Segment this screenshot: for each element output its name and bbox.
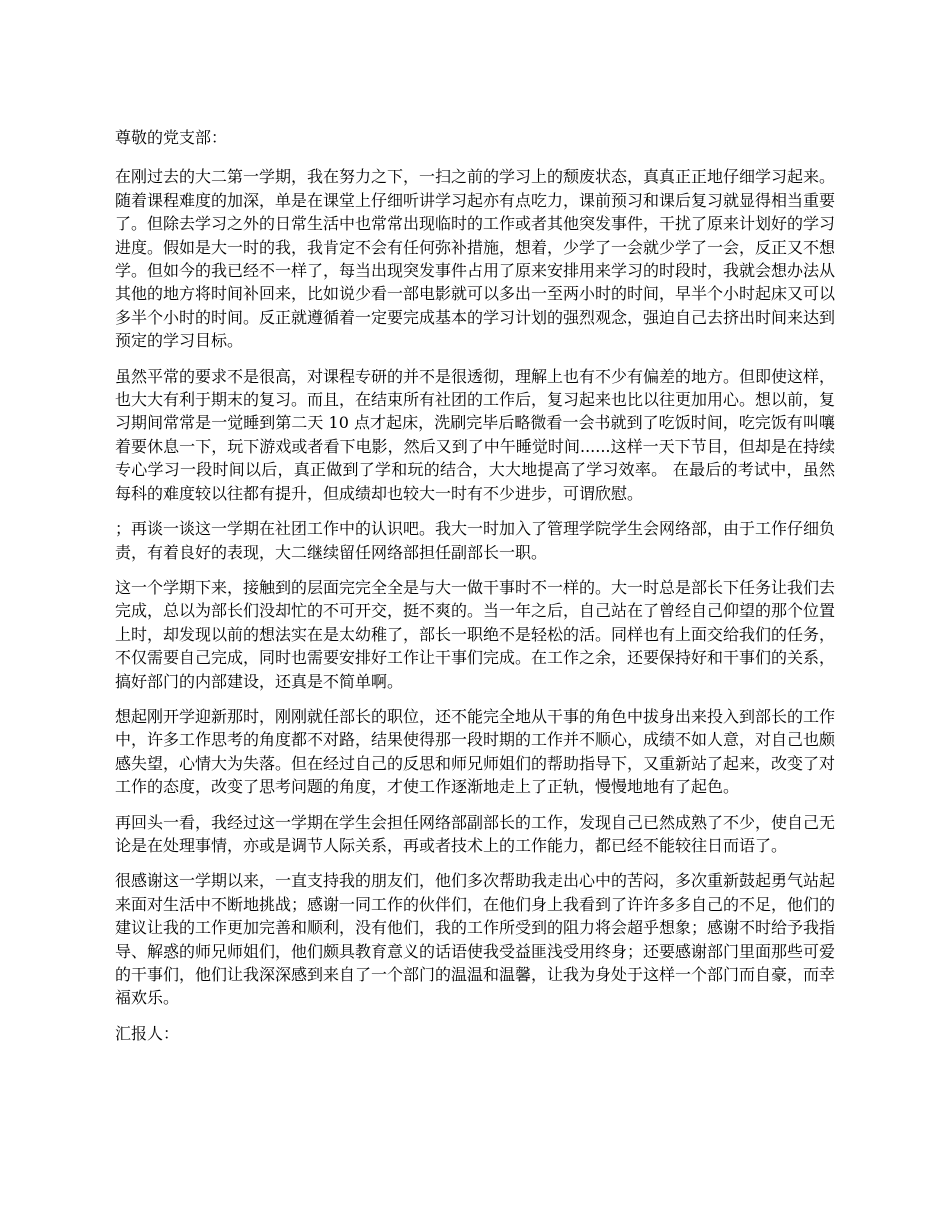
paragraph-club-intro: ；再谈一谈这一学期在社团工作中的认识吧。我大一时加入了管理学院学生会网络部，由于工作仔细负责，有着良好的表现，大二继续留任网络部担任副部长一职。 [115,519,836,562]
paragraph-review: 虽然平常的要求不是很高，对课程专研的并不是很透彻，理解上也有不少有偏差的地方。但即使这样，也大大有利于期末的复习。而且，在结束所有社团的工作后，复习起来也比以往更加用心。想以前，复习期间常常是一觉睡到第二天 10 点才起床，洗刷完毕后略微看一会书就到了吃饭时间，吃完饭有叫嚷着要休息一下，玩下游戏或者看下电影，然后又到了中午睡觉时间......这样一天下节目，但却是在持续专心学习一段时间以后，真正做到了学和玩的结合，大大地提高了学习效率。 在最后的考试中，虽然每科的难度较以往都有提升，但成绩却也较大一时有不少进步，可谓欣慰。 [115,366,836,503]
signature-label: 汇报人： [115,1023,180,1043]
paragraph-thanks: 很感谢这一学期以来，一直支持我的朋友们，他们多次帮助我走出心中的苦闷，多次重新鼓起勇气站起来面对生活中不断地挑战；感谢一同工作的伙伴们，在他们身上我看到了许许多多自己的不足，他们的建议让我的工作更加完善和顺利，没有他们，我的工作所受到的阻力将会超乎想象；感谢不时给予我指导、解惑的师兄师姐们，他们颇具教育意义的话语使我受益匪浅受用终身；还要感谢部门里面那些可爱的干事们，他们让我深深感到来自了一个部门的温温和温馨，让我为身处于这样一个部门而自豪，而幸福欢乐。 [115,871,836,1008]
paragraph-department-head: 这一个学期下来，接触到的层面完完全全是与大一做干事时不一样的。大一时总是部长下任务让我们去完成，总以为部长们没却忙的不可开交，挺不爽的。当一年之后，自己站在了曾经自己仰望的那个位置上时，却发现以前的想法实在是太幼稚了，部长一职绝不是轻松的活。同样也有上面交给我们的任务，不仅需要自己完成，同时也需要安排好工作让干事们完成。在工作之余，还要保持好和干事们的关系，搞好部门的内部建设，还真是不简单啊。 [115,577,836,691]
paragraph-growth: 再回头一看，我经过这一学期在学生会担任网络部副部长的工作，发现自己已然成熟了不少，使自己无论是在处理事情，亦或是调节人际关系，再或者技术上的工作能力，都已经不能较往日而语了。 [115,812,836,855]
document-body [115,118,835,1045]
paragraph-study: 在刚过去的大二第一学期，我在努力之下，一扫之前的学习上的颓废状态，真真正正地仔细学习起来。随着课程难度的加深，单是在课堂上仔细听讲学习起亦有点吃力，课前预习和课后复习就显得相当重要了。但除去学习之外的日常生活中也常常出现临时的工作或者其他突发事件，干扰了原来计划好的学习进度。假如是大一时的我，我肯定不会有任何弥补措施，想着，少学了一会就少学了一会，反正又不想学。但如今的我已经不一样了，每当出现突发事件占用了原来安排用来学习的时段时，我就会想办法从其他的地方将时间补回来，比如说少看一部电影就可以多出一至两小时的时间，早半个小时起床又可以多半个小时的时间。反正就遵循着一定要完成基本的学习计划的强烈观念，强迫自己去挤出时间来达到预定的学习目标。 [115,167,836,351]
paragraph-reflection: 想起刚开学迎新那时，刚刚就任部长的职位，还不能完全地从干事的角色中拔身出来投入到部长的工作中，许多工作思考的角度都不对路，结果使得那一段时期的工作并不顺心，成绩不如人意，对自己也颇感失望，心情大为失落。但在经过自己的反思和师兄师姐们的帮助指导下，又重新站了起来，改变了对工作的态度，改变了思考问题的角度，才使工作逐渐地走上了正轨，慢慢地地有了起色。 [115,706,836,797]
salutation: 尊敬的党支部： [115,128,228,147]
